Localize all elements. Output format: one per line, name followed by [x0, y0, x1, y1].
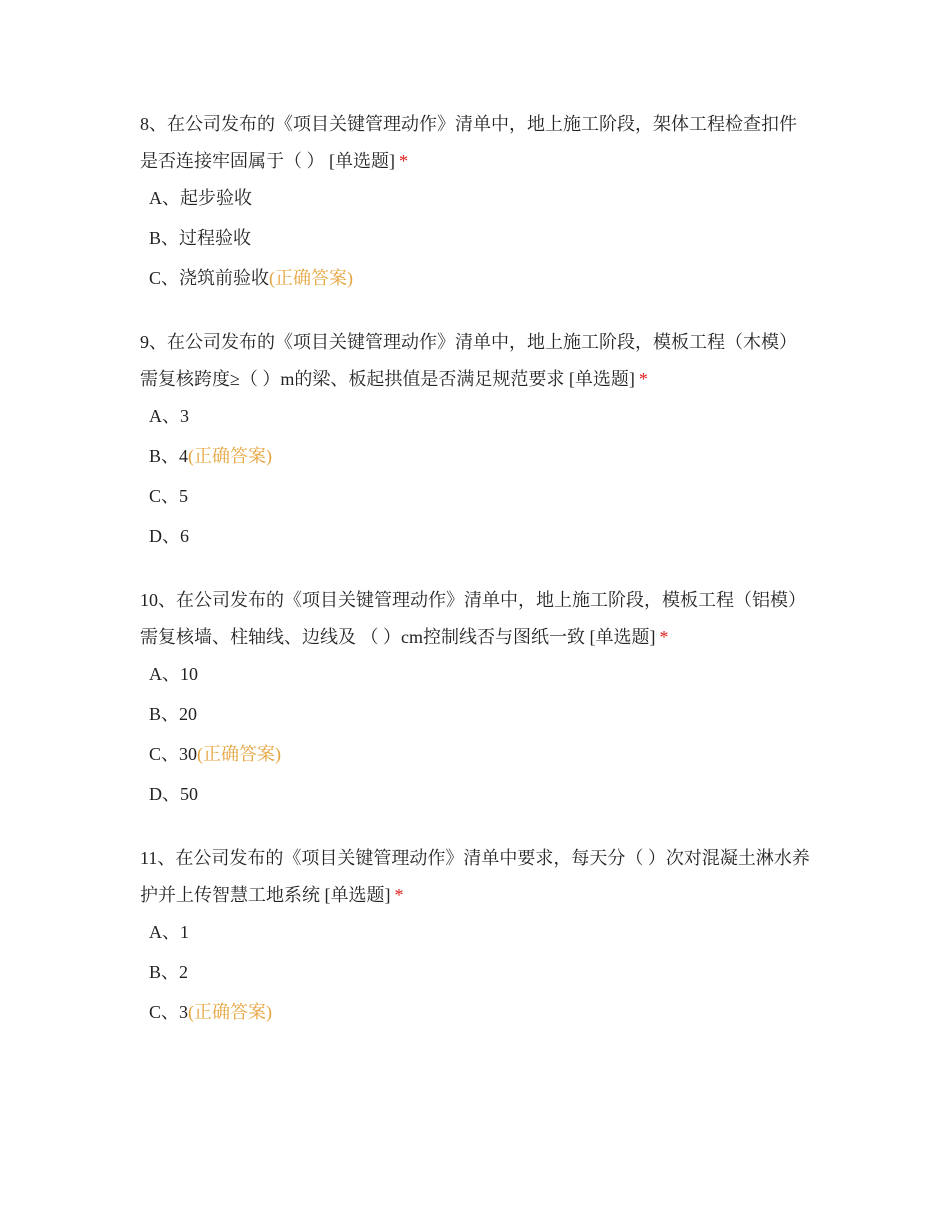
required-mark: * [399, 151, 408, 171]
option-b[interactable] [149, 702, 810, 726]
question-title [140, 582, 810, 656]
question-title-text: 9、在公司发布的《项目关键管理动作》清单中，地上施工阶段，模板工程（木模）需复核跨度≥（ ）m的梁、板起拱值是否满足规范要求 [单选题] [140, 332, 797, 389]
required-mark: * [638, 369, 648, 389]
option-text: C、5 [149, 486, 189, 506]
correct-answer-label: (正确答案) [188, 1002, 273, 1022]
option-c[interactable] [149, 1000, 810, 1024]
option-text: B、过程验收 [149, 228, 252, 248]
option-c[interactable] [149, 266, 810, 290]
option-b[interactable] [149, 226, 810, 250]
option-d[interactable] [149, 524, 810, 548]
option-a[interactable] [149, 404, 810, 428]
question-8 [140, 106, 810, 290]
required-mark: * [659, 627, 669, 647]
correct-answer-label: (正确答案) [269, 268, 354, 288]
option-c[interactable] [149, 742, 810, 766]
question-10 [140, 582, 810, 806]
option-text: C、30 [149, 744, 198, 764]
option-b[interactable] [149, 960, 810, 984]
question-title [140, 106, 810, 180]
option-a[interactable] [149, 186, 810, 210]
option-text: B、4 [149, 446, 189, 466]
option-b[interactable] [149, 444, 810, 468]
option-text: C、3 [149, 1002, 189, 1022]
option-text: D、50 [149, 784, 198, 804]
option-text: A、起步验收 [149, 188, 252, 208]
option-a[interactable] [149, 920, 810, 944]
survey-document [140, 106, 810, 1058]
question-title-text: 10、在公司发布的《项目关键管理动作》清单中，地上施工阶段，模板工程（铝模）需复核墙、柱轴线、边线及 （ ）cm控制线否与图纸一致 [单选题] [140, 590, 806, 647]
option-text: A、1 [149, 922, 189, 942]
option-text: A、3 [149, 406, 189, 426]
question-title-text: 11、在公司发布的《项目关键管理动作》清单中要求，每天分（ ）次对混凝土淋水养护并上传智慧工地系统 [单选题] [140, 848, 810, 905]
required-mark: * [394, 885, 404, 905]
option-text: B、20 [149, 704, 198, 724]
question-title [140, 840, 810, 914]
question-title-text: 8、在公司发布的《项目关键管理动作》清单中，地上施工阶段，架体工程检查扣件是否连接牢固属于（ ） [单选题] [140, 114, 797, 171]
correct-answer-label: (正确答案) [197, 744, 282, 764]
option-c[interactable] [149, 484, 810, 508]
option-text: D、6 [149, 526, 189, 546]
option-text: C、浇筑前验收 [149, 268, 270, 288]
question-9 [140, 324, 810, 548]
option-a[interactable] [149, 662, 810, 686]
option-text: B、2 [149, 962, 189, 982]
question-11 [140, 840, 810, 1024]
option-d[interactable] [149, 782, 810, 806]
option-text: A、10 [149, 664, 198, 684]
question-title [140, 324, 810, 398]
correct-answer-label: (正确答案) [188, 446, 273, 466]
